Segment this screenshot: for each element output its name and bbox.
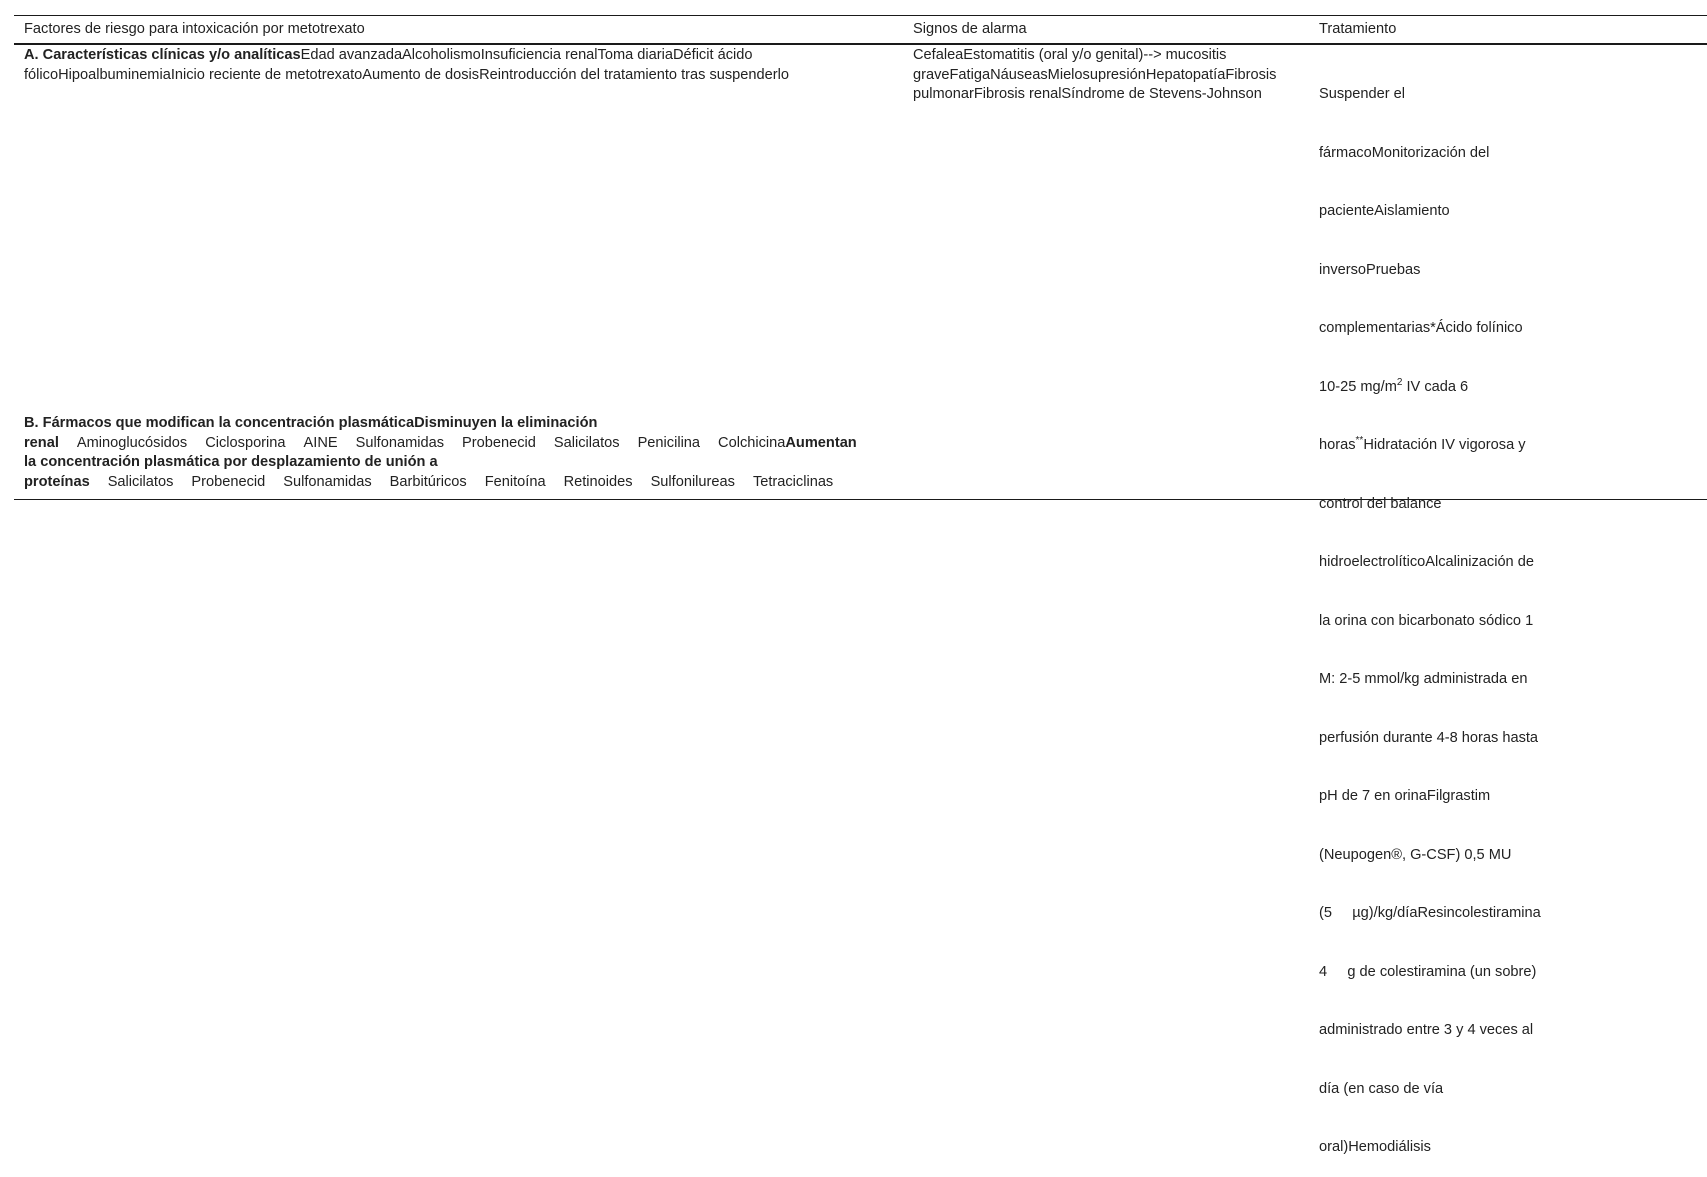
treatment-cell: [1319, 46, 1541, 1177]
table-header-rule: [14, 43, 1707, 45]
risk-b-sub2-title: Aumentan: [785, 434, 857, 451]
drug-list-item: Sulfonamidas: [355, 434, 445, 451]
treatment-line: oral)Hemodiálisis: [1319, 1139, 1431, 1155]
risk-section-b: [24, 414, 857, 492]
risk-b-line3: [24, 453, 857, 473]
treatment-line: Suspender el: [1319, 86, 1406, 102]
treatment-line: control del balance: [1319, 495, 1442, 512]
drug-list-item: Probenecid: [462, 434, 536, 451]
treatment-line: 4 g de colestiramina (un sobre): [1319, 963, 1537, 980]
drug-list-item: Salicilatos: [107, 473, 174, 490]
treatment-line: (Neupogen®, G-CSF) 0,5 MU: [1319, 846, 1512, 863]
risk-b-sub2-proteins: proteínas: [24, 473, 90, 490]
risk-section-a: [24, 46, 789, 85]
drug-list-item: AINE: [303, 434, 338, 451]
treatment-line: fármacoMonitorización del: [1319, 144, 1490, 161]
treatment-line: [1319, 378, 1541, 398]
drug-list-item: Probenecid: [191, 473, 266, 490]
risk-b-line4: [24, 473, 857, 493]
alarm-line2: graveFatigaNáuseasMielosupresiónHepatopatíaFibrosis: [913, 66, 1277, 83]
drug-list-item: Tetraciclinas: [752, 473, 834, 490]
treatment-line: pacienteAislamiento: [1319, 203, 1450, 219]
treatment-line: pH de 7 en orinaFilgrastim: [1319, 788, 1491, 804]
risk-a-text1: Edad avanzadaAlcoholismoInsuficiencia renalToma diariaDéficit ácido: [300, 47, 753, 63]
treatment-dose-sup: 2: [1396, 376, 1403, 388]
header-risk-factors: Factores de riesgo para intoxicación por metotrexato: [24, 21, 365, 37]
drug-list-item: Aminoglucósidos: [76, 434, 188, 451]
header-treatment: Tratamiento: [1319, 21, 1397, 37]
alarm-line1: CefaleaEstomatitis (oral y/o genital)--> mucositis: [913, 47, 1227, 63]
risk-a-line2: fólicoHipoalbuminemiaInicio reciente de metotrexatoAumento de dosisReintroducción del tratamiento tras suspenderlo: [24, 66, 789, 83]
treatment-line: perfusión durante 4-8 horas hasta: [1319, 729, 1539, 746]
drug-list-item: Salicilatos: [553, 434, 620, 451]
risk-a-line1: [24, 46, 789, 66]
drug-list-item: Ciclosporina: [205, 434, 286, 451]
treatment-line: inversoPruebas: [1319, 261, 1421, 278]
drug-list-item: Sulfonamidas: [283, 473, 372, 490]
treatment-line: la orina con bicarbonato sódico 1: [1319, 612, 1534, 629]
treatment-dose-text-cont: IV cada 6: [1402, 378, 1469, 395]
risk-a-title: A. Características clínicas y/o analíticas: [24, 47, 301, 63]
risk-b-line1: [24, 414, 857, 434]
alarm-line3: pulmonarFibrosis renalSíndrome de Stevens-Johnson: [913, 86, 1262, 102]
drug-list-item: Barbitúricos: [389, 473, 467, 490]
treatment-line: día (en caso de vía: [1319, 1080, 1444, 1097]
treatment-line: (5 µg)/kg/díaResincolestiramina: [1319, 905, 1541, 921]
treatment-line: M: 2-5 mmol/kg administrada en: [1319, 671, 1528, 687]
risk-b-sub1-renal: renal: [24, 434, 59, 451]
treatment-line: [1319, 436, 1541, 456]
treatment-line: administrado entre 3 y 4 veces al: [1319, 1022, 1534, 1038]
alarm-signs-cell: [913, 46, 1276, 105]
treatment-line: hidroelectrolíticoAlcalinización de: [1319, 554, 1534, 570]
treatment-hours-text: horas: [1319, 437, 1356, 453]
drug-list-item: Penicilina: [637, 434, 701, 451]
risk-b-line2: [24, 434, 857, 454]
treatment-line: complementarias*Ácido folínico: [1319, 320, 1523, 336]
drug-list-item: Colchicina: [718, 434, 786, 451]
risk-b-title: B. Fármacos que modifican la concentración plasmática: [24, 415, 415, 431]
drug-list-item: Retinoides: [563, 473, 633, 490]
drug-list-item: Fenitoína: [484, 473, 546, 490]
drug-list-item: Sulfonilureas: [650, 473, 735, 490]
risk-b-sub2-title-cont: la concentración plasmática por desplazamiento de unión a: [24, 454, 438, 470]
header-alarm-signs: Signos de alarma: [913, 21, 1027, 37]
treatment-hours-sup: **: [1355, 435, 1364, 447]
table-top-rule: [14, 15, 1707, 16]
treatment-hours-text-cont: Hidratación IV vigorosa y: [1363, 437, 1526, 453]
treatment-dose-text: 10-25 mg/m: [1319, 378, 1397, 395]
risk-b-sub1-title: Disminuyen la eliminación: [414, 415, 598, 431]
